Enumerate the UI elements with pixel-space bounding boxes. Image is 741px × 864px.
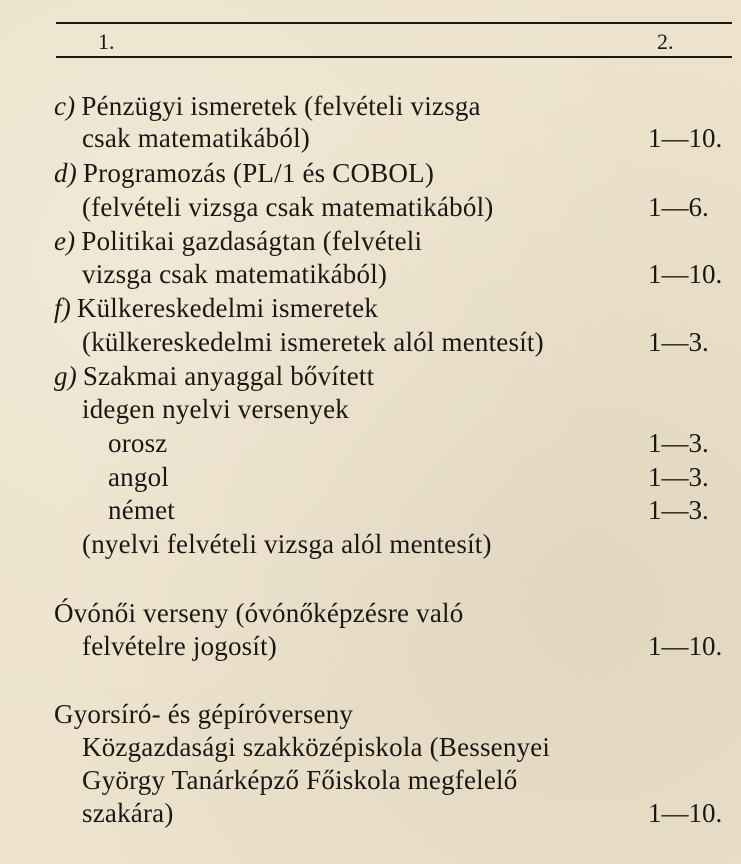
column-header-2: 2. xyxy=(657,29,674,54)
section-stenography-line3: György Tanárképző Főiskola megfelelő xyxy=(82,765,518,795)
list-item-e xyxy=(54,225,422,257)
list-item-d-cont: (felvételi vizsga csak matematikából) xyxy=(82,192,494,222)
range-value: 1—10. xyxy=(648,259,723,289)
section-stenography-line4: szakára) xyxy=(82,798,174,828)
range-value: 1—3. xyxy=(648,327,709,357)
language-russian: orosz xyxy=(108,428,168,458)
item-letter: e) xyxy=(54,226,76,256)
item-letter: d) xyxy=(54,158,77,188)
range-value: 1—10. xyxy=(648,631,723,661)
language-english: angol xyxy=(108,462,169,492)
language-german: német xyxy=(108,495,175,525)
range-value: 1—10. xyxy=(648,798,723,828)
range-value: 1—10. xyxy=(648,123,723,153)
range-value: 1—3. xyxy=(648,495,709,525)
list-item-d xyxy=(54,157,434,189)
list-item-g-note: (nyelvi felvételi vizsga alól mentesít) xyxy=(82,529,492,559)
table-header-rule xyxy=(56,56,732,58)
section-stenography-competition: Gyorsíró- és gépíróverseny xyxy=(54,699,354,729)
column-header-1: 1. xyxy=(98,29,115,54)
list-item-g xyxy=(54,360,374,392)
range-value: 1—3. xyxy=(648,428,709,458)
section-kindergarten-cont: felvételre jogosít) xyxy=(82,631,277,661)
item-text: Külkereskedelmi ismeretek xyxy=(76,293,379,323)
list-item-f-cont: (külkereskedelmi ismeretek alól mentesít) xyxy=(82,327,544,357)
list-item-f xyxy=(54,292,378,324)
range-value: 1—3. xyxy=(648,462,709,492)
item-text: Pénzügyi ismeretek (felvételi vizsga xyxy=(81,91,481,121)
list-item-c-cont: csak matematikából) xyxy=(82,123,310,153)
item-text: Politikai gazdaságtan (felvételi xyxy=(81,226,423,256)
range-value: 1—6. xyxy=(648,192,709,222)
item-text: Programozás (PL/1 és COBOL) xyxy=(82,158,435,188)
item-letter: g) xyxy=(54,361,77,391)
item-text: Szakmai anyaggal bővített xyxy=(82,361,375,391)
section-kindergarten-competition: Óvónői verseny (óvónőképzésre való xyxy=(54,598,464,628)
table-top-rule xyxy=(56,22,732,24)
list-item-e-cont: vizsga csak matematikából) xyxy=(82,259,388,289)
list-item-c xyxy=(54,90,481,122)
item-letter: f) xyxy=(54,293,71,323)
item-letter: c) xyxy=(54,91,76,121)
section-stenography-line2: Közgazdasági szakközépiskola (Bessenyei xyxy=(82,732,551,762)
list-item-g-cont: idegen nyelvi versenyek xyxy=(82,394,350,424)
